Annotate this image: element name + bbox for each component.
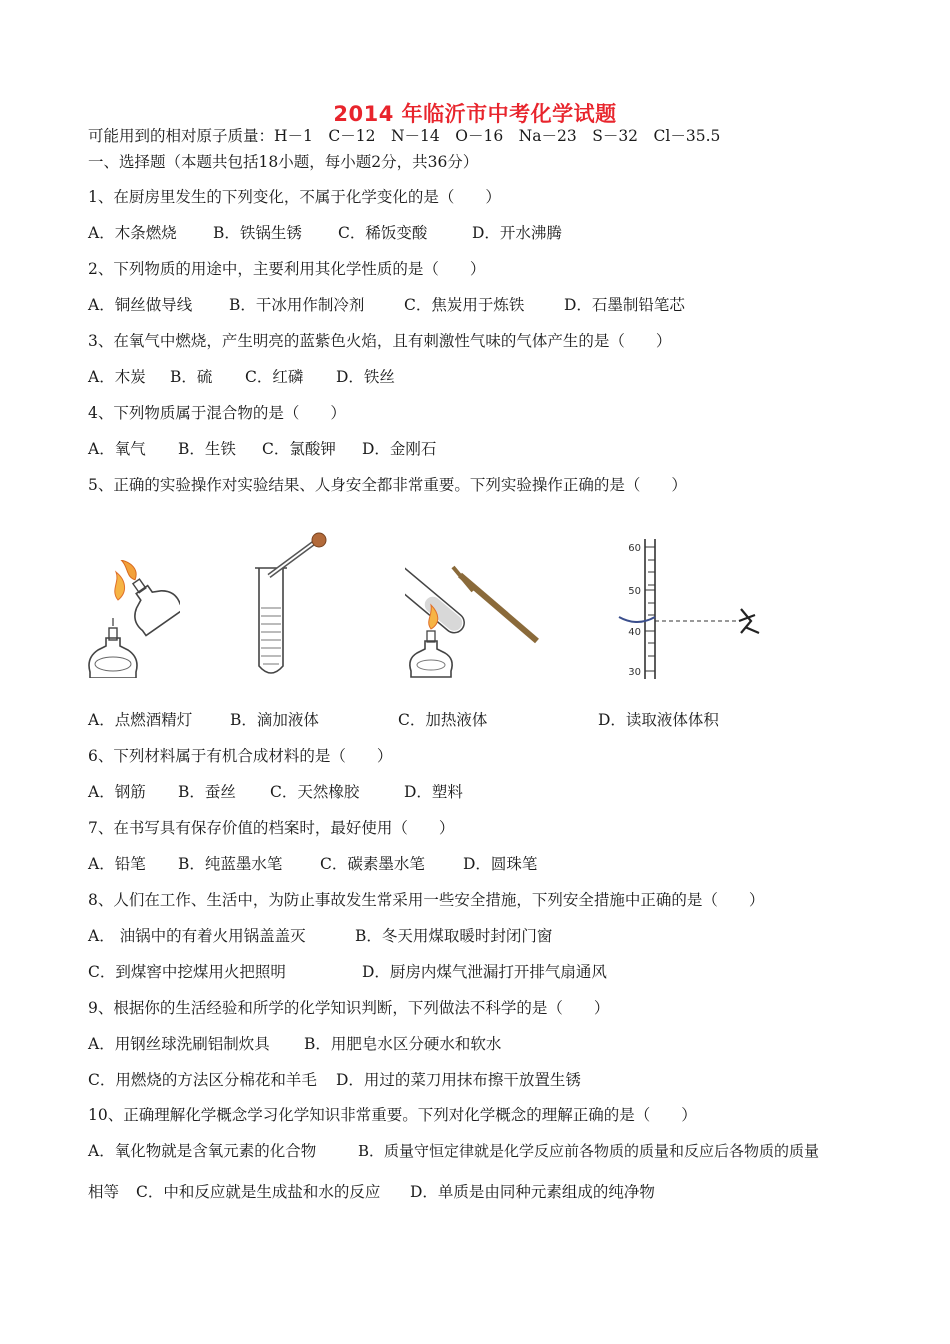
question-3-stem: 3、在氧气中燃烧，产生明亮的蓝紫色火焰，且有刺激性气味的气体产生的是（ ） [88, 332, 672, 350]
q5-option-d: D．读取液体体积 [598, 711, 719, 729]
q4-option-c: C．氯酸钾 [262, 440, 336, 458]
q6-option-c: C．天然橡胶 [270, 783, 360, 801]
q7-option-d: D．圆珠笔 [463, 855, 538, 873]
tick-40: 40 [628, 627, 641, 638]
q2-option-a: A．铜丝做导线 [88, 296, 193, 314]
q2-option-b: B．干冰用作制冷剂 [229, 296, 365, 314]
tick-60: 60 [628, 543, 641, 554]
q3-option-c: C．红磷 [245, 368, 304, 386]
q4-option-b: B．生铁 [178, 440, 236, 458]
q2-option-c: C．焦炭用于炼铁 [404, 296, 525, 314]
q9-option-d: D．用过的菜刀用抹布擦干放置生锈 [336, 1071, 581, 1089]
question-8-stem: 8、人们在工作、生活中，为防止事故发生常采用一些安全措施，下列安全措施中正确的是（ ） [88, 891, 765, 909]
figure-a-lighting-lamp [80, 560, 180, 678]
q6-option-a: A．钢筋 [88, 783, 146, 801]
q6-option-b: B．蚕丝 [178, 783, 236, 801]
q10-option-b: B．质量守恒定律就是化学反应前各物质的质量和反应后各物质的质量 [358, 1142, 820, 1160]
q6-option-d: D．塑料 [404, 783, 463, 801]
question-2-stem: 2、下列物质的用途中，主要利用其化学性质的是（ ） [88, 260, 486, 278]
question-9-stem: 9、根据你的生活经验和所学的化学知识判断，下列做法不科学的是（ ） [88, 999, 610, 1017]
page-title: 2014 年临沂市中考化学试题 [333, 102, 617, 126]
tick-30: 30 [628, 667, 641, 678]
q4-option-a: A．氧气 [88, 440, 146, 458]
q9-option-b: B．用肥皂水区分硬水和软水 [304, 1035, 502, 1053]
q3-option-d: D．铁丝 [336, 368, 395, 386]
q10-option-d: D．单质是由同种元素组成的纯净物 [410, 1183, 655, 1201]
q3-option-b: B．硫 [170, 368, 213, 386]
figure-c-heating-liquid [405, 545, 545, 680]
q8-option-a: A． 油锅中的有着火用锅盖盖灭 [88, 927, 306, 945]
q4-option-d: D．金刚石 [362, 440, 437, 458]
question-6-stem: 6、下列材料属于有机合成材料的是（ ） [88, 747, 393, 765]
q9-option-a: A．用钢丝球洗刷铝制炊具 [88, 1035, 270, 1053]
section-heading: 一、选择题（本题共包括18小题，每小题2分，共36分） [88, 153, 479, 171]
q5-option-c: C．加热液体 [398, 711, 488, 729]
question-1-stem: 1、在厨房里发生的下列变化，不属于化学变化的是（ ） [88, 188, 501, 206]
q10-option-a: A．氧化物就是含氧元素的化合物 [88, 1142, 317, 1160]
q8-option-d: D．厨房内煤气泄漏打开排气扇通风 [362, 963, 607, 981]
question-5-stem: 5、正确的实验操作对实验结果、人身安全都非常重要。下列实验操作正确的是（ ） [88, 476, 687, 494]
q5-option-a: A．点燃酒精灯 [88, 711, 193, 729]
q1-option-d: D．开水沸腾 [472, 224, 562, 242]
figure-b-dropping-liquid [245, 528, 335, 680]
q7-option-b: B．纯蓝墨水笔 [178, 855, 283, 873]
q2-option-d: D．石墨制铅笔芯 [564, 296, 685, 314]
question-4-stem: 4、下列物质属于混合物的是（ ） [88, 404, 346, 422]
question-10-stem: 10、正确理解化学概念学习化学知识非常重要。下列对化学概念的理解正确的是（ ） [88, 1106, 697, 1124]
q10-option-b-continued: 相等 [88, 1183, 120, 1201]
q7-option-a: A．铅笔 [88, 855, 146, 873]
question-7-stem: 7、在书写具有保存价值的档案时，最好使用（ ） [88, 819, 455, 837]
q1-option-a: A．木条燃烧 [88, 224, 177, 242]
atomic-masses: 可能用到的相对原子质量：H－1 C－12 N－14 O－16 Na－23 S－32 Cl－35.5 [88, 127, 721, 145]
q1-option-c: C．稀饭变酸 [338, 224, 428, 242]
q1-option-b: B．铁锅生锈 [213, 224, 302, 242]
q10-option-c: C．中和反应就是生成盐和水的反应 [136, 1183, 381, 1201]
q9-option-c: C．用燃烧的方法区分棉花和羊毛 [88, 1071, 317, 1089]
figure-d-reading-volume [615, 535, 765, 683]
q5-option-b: B．滴加液体 [230, 711, 319, 729]
q8-option-c: C．到煤窖中挖煤用火把照明 [88, 963, 286, 981]
q8-option-b: B．冬天用煤取暖时封闭门窗 [355, 927, 553, 945]
q3-option-a: A．木炭 [88, 368, 146, 386]
q7-option-c: C．碳素墨水笔 [320, 855, 425, 873]
tick-50: 50 [628, 586, 641, 597]
